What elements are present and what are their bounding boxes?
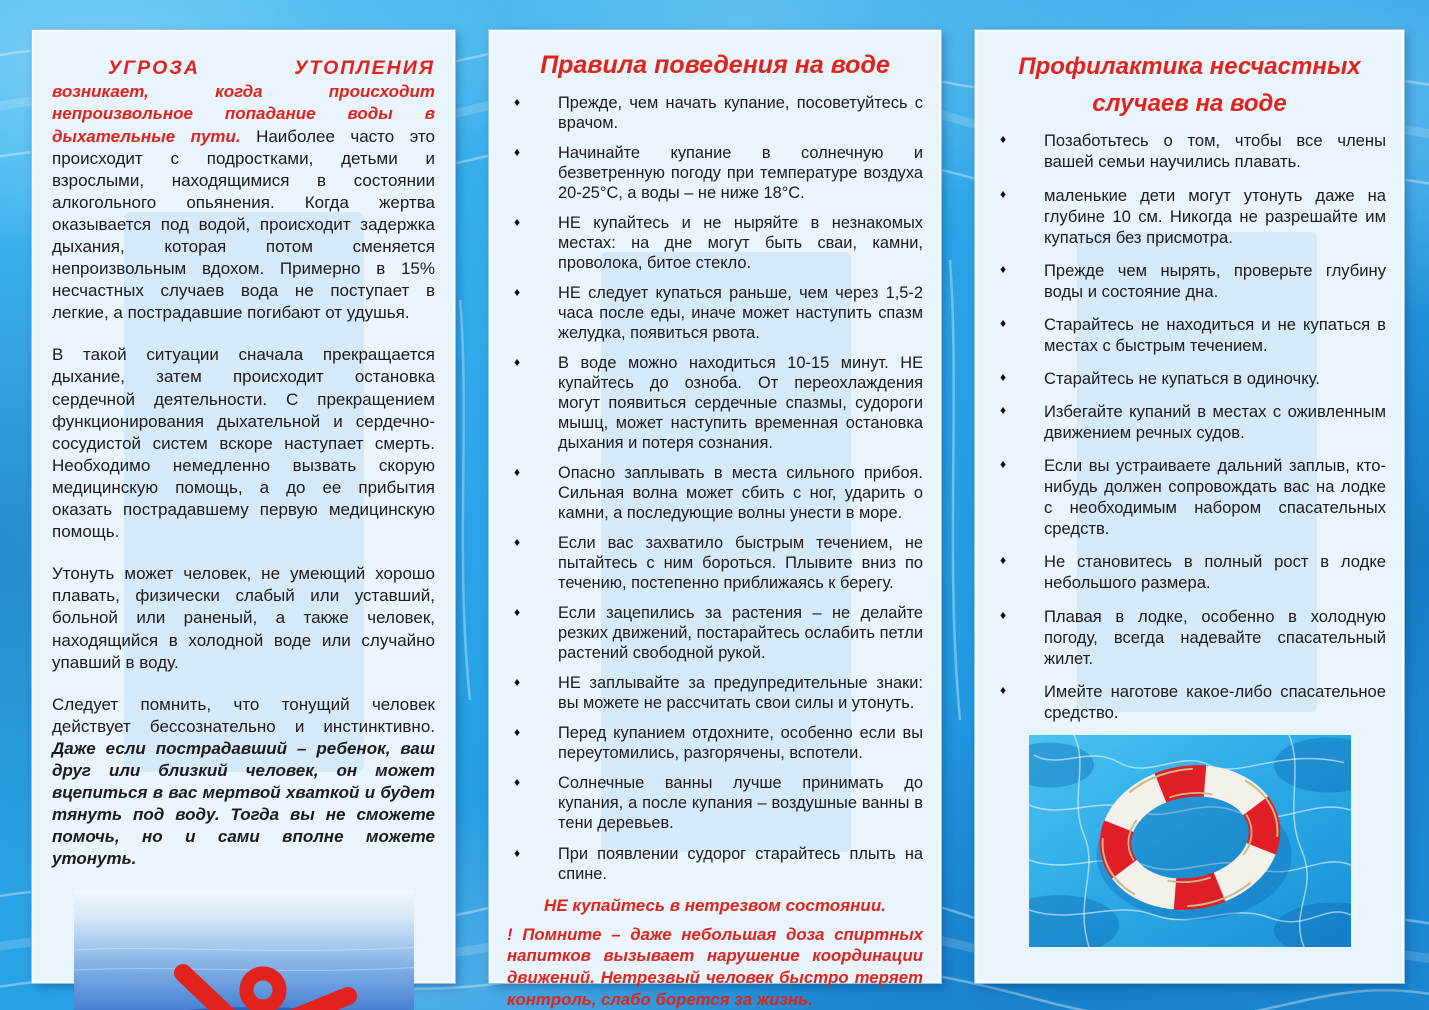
rule-item — [507, 353, 923, 453]
rule-item — [507, 533, 923, 593]
prevention-item-text: Имейте наготове какое-либо спасательное средство. — [1044, 681, 1386, 722]
diamond-bullet-icon: ♦ — [514, 725, 521, 740]
rule-item — [507, 283, 923, 343]
prevention-item-text: Если вы устраиваете дальний заплыв, кто-нибудь должен сопровождать вас на лодке с необходимым набором спасательных средств. — [1044, 456, 1386, 539]
diamond-bullet-icon: ♦ — [514, 465, 521, 480]
prevention-item-text: Прежде чем нырять, проверьте глубину воды и состояние дна. — [1044, 260, 1386, 301]
diamond-bullet-icon: ♦ — [514, 215, 521, 230]
prevention-item — [993, 681, 1386, 723]
rule-item-text: НЕ следует купаться раньше, чем через 1,5-2 часа после еды, иначе может наступить спазм желудка, появиться рвота. — [558, 284, 923, 343]
prevention-item-text: Избегайте купаний в местах с оживленным движением речных судов. — [1044, 402, 1386, 443]
prevention-item — [993, 606, 1386, 669]
rule-item — [507, 673, 923, 713]
rule-item-text: Перед купанием отдохните, особенно если вы переутомились, разгорячены, вспотели. — [558, 724, 923, 763]
rule-item-text: Солнечные ванны лучше принимать до купания, а после купания – воздушные ванны в тени деревьев. — [558, 774, 923, 833]
diamond-bullet-icon: ♦ — [1000, 186, 1007, 201]
rule-item-text: Начинайте купание в солнечную и безветренную погоду при температуре воздуха 20-25°С, а воды – не ниже 18°С. — [558, 144, 923, 203]
prevention-item — [993, 314, 1386, 356]
prevention-item — [993, 368, 1386, 389]
rule-item-text: Если зацепились за растения – не делайте резких движений, постарайтесь ослабить петли растений свободной рукой. — [558, 604, 923, 663]
diamond-bullet-icon: ♦ — [1000, 682, 1007, 697]
rule-item-text: Если вас захватило быстрым течением, не пытайтесь с ним бороться. Плывите вниз по течению, постепенно приближаясь к берегу. — [558, 534, 923, 593]
rules-list — [507, 93, 923, 884]
diamond-bullet-icon: ♦ — [1000, 315, 1007, 330]
prevention-item — [993, 260, 1386, 302]
intro-black-text: Наиболее часто это происходит с подростками, детьми и взрослыми, находящимися в состоянии алкогольного опьянения. Когда жертва оказывается под водой, происходит задержка дыхания, которая потом сменяется непроизвольным вдохом. Примерно в 15% несчастных случаев вода не поступает в легкие, а пострадавшие погибают от удушья. — [52, 126, 435, 323]
rule-item — [507, 773, 923, 833]
rule-item — [507, 93, 923, 133]
diamond-bullet-icon: ♦ — [514, 675, 521, 690]
intro-highlight: УГРОЗА УТОПЛЕНИЯ — [108, 57, 435, 79]
prevention-item-text: Плавая в лодке, особенно в холодную погоду, всегда надевайте спасательный жилет. — [1044, 606, 1386, 668]
rule-item — [507, 213, 923, 273]
sober-warning-heading: НЕ купайтесь в нетрезвом состоянии. — [544, 895, 886, 915]
prevention-item-text: Старайтесь не находиться и не купаться в местах с быстрым течением. — [1044, 314, 1386, 355]
rules-title: Правила поведения на воде — [540, 51, 890, 79]
prevention-item-text: Позаботьтесь о том, чтобы все члены вашей семьи научились плавать. — [1044, 131, 1386, 172]
rule-item-text: В воде можно находиться 10-15 минут. НЕ купайтесь до озноба. От переохлаждения могут появиться сердечные спазмы, судороги мышц, может наступить временная остановка дыхания и потеря сознания. — [558, 354, 923, 453]
rule-item — [507, 463, 923, 523]
diamond-bullet-icon: ♦ — [514, 605, 521, 620]
prevention-title: Профилактика несчастных случаев на воде — [1018, 53, 1361, 118]
rule-item — [507, 844, 923, 884]
diamond-bullet-icon: ♦ — [1000, 457, 1007, 472]
rule-item — [507, 143, 923, 203]
prevention-item-text: Не становитесь в полный рост в лодке небольшого размера. — [1044, 552, 1386, 593]
rule-item-text: НЕ заплывайте за предупредительные знаки: вы можете не рассчитать свои силы и утонуть. — [558, 674, 923, 713]
drowning-person-image — [74, 890, 414, 1010]
lifebuoy-image — [1029, 735, 1351, 947]
diamond-bullet-icon: ♦ — [1000, 607, 1007, 622]
prevention-item-text: маленькие дети могут утонуть даже на глубине 10 см. Никогда не разрешайте им купаться без присмотра. — [1044, 185, 1386, 247]
rule-item — [507, 723, 923, 763]
prevention-item — [993, 551, 1386, 593]
diamond-bullet-icon: ♦ — [1000, 261, 1007, 276]
prevention-item — [993, 401, 1386, 443]
diamond-bullet-icon: ♦ — [514, 845, 521, 860]
paragraph-cardiac-arrest: В такой ситуации сначала прекращается дыхание, затем происходит остановка сердечной деятельности. С прекращением функционирования дыхательной и сердечно-сосудистой систем вскоре наступает смерть. Необходимо немедленно вызвать скорую медицинскую помощь, а до ее прибытия оказать пострадавшему первую медицинскую помощь. — [52, 345, 435, 542]
paragraph-who-can-drown: Утонуть может человек, не умеющий хорошо плавать, физически слабый или уставший, больной или раненый, а также человек, находящийся в холодной воде или случайно упавший в воду. — [52, 564, 435, 672]
prevention-item — [993, 130, 1386, 172]
prevention-item-text: Старайтесь не купаться в одиночку. — [1044, 368, 1320, 388]
prevention-item — [993, 455, 1386, 539]
rule-item-text: НЕ купайтесь и не ныряйте в незнакомых местах: на дне могут быть сваи, камни, проволока, битое стекло. — [558, 214, 923, 273]
rule-item-text: При появлении судорог старайтесь плыть на спине. — [558, 844, 923, 883]
diamond-bullet-icon: ♦ — [1000, 553, 1007, 568]
rules-panel — [489, 30, 941, 1010]
intro-red-text: возникает, когда происходит непроизвольное попадание воды в дыхательные пути. — [52, 82, 435, 146]
diamond-bullet-icon: ♦ — [1000, 403, 1007, 417]
threat-panel — [32, 30, 455, 983]
rule-item-text: Опасно заплывать в места сильного прибоя. Сильная волна может сбить с ног, ударить о камни, а последующие волны унести в море. — [558, 464, 923, 523]
prevention-list — [993, 130, 1386, 722]
diamond-bullet-icon: ♦ — [514, 285, 521, 300]
rule-item-text: Прежде, чем начать купание, посоветуйтесь с врачом. — [558, 94, 923, 133]
sober-warning-paragraph: ! Помните – даже небольшая доза спиртных напитков вызывает нарушение координации движений. Нетрезвый человек быстро теряет контроль, слабо борется за жизнь. — [507, 924, 923, 1010]
prevention-item — [993, 185, 1386, 248]
diamond-bullet-icon: ♦ — [514, 145, 521, 160]
rule-item — [507, 603, 923, 663]
diamond-bullet-icon: ♦ — [514, 355, 521, 370]
diamond-bullet-icon: ♦ — [1000, 132, 1007, 147]
diamond-bullet-icon: ♦ — [1000, 369, 1007, 384]
diamond-bullet-icon: ♦ — [514, 535, 521, 550]
paragraph-instinct — [52, 694, 435, 871]
diamond-bullet-icon: ♦ — [514, 775, 521, 790]
paragraph-instinct-emphasis: Даже если пострадавший – ребенок, ваш друг или близкий человек, он может вцепиться в вас мертвой хваткой и будет тянуть под воду. Тогда вы не сможете помочь, но и сами вполне можете утонуть. — [52, 738, 435, 869]
diamond-bullet-icon: ♦ — [514, 95, 521, 109]
intro-paragraph — [52, 56, 435, 324]
prevention-panel — [975, 30, 1404, 983]
paragraph-instinct-start: Следует помнить, что тонущий человек действует бессознательно и инстинктивно. — [52, 694, 435, 736]
